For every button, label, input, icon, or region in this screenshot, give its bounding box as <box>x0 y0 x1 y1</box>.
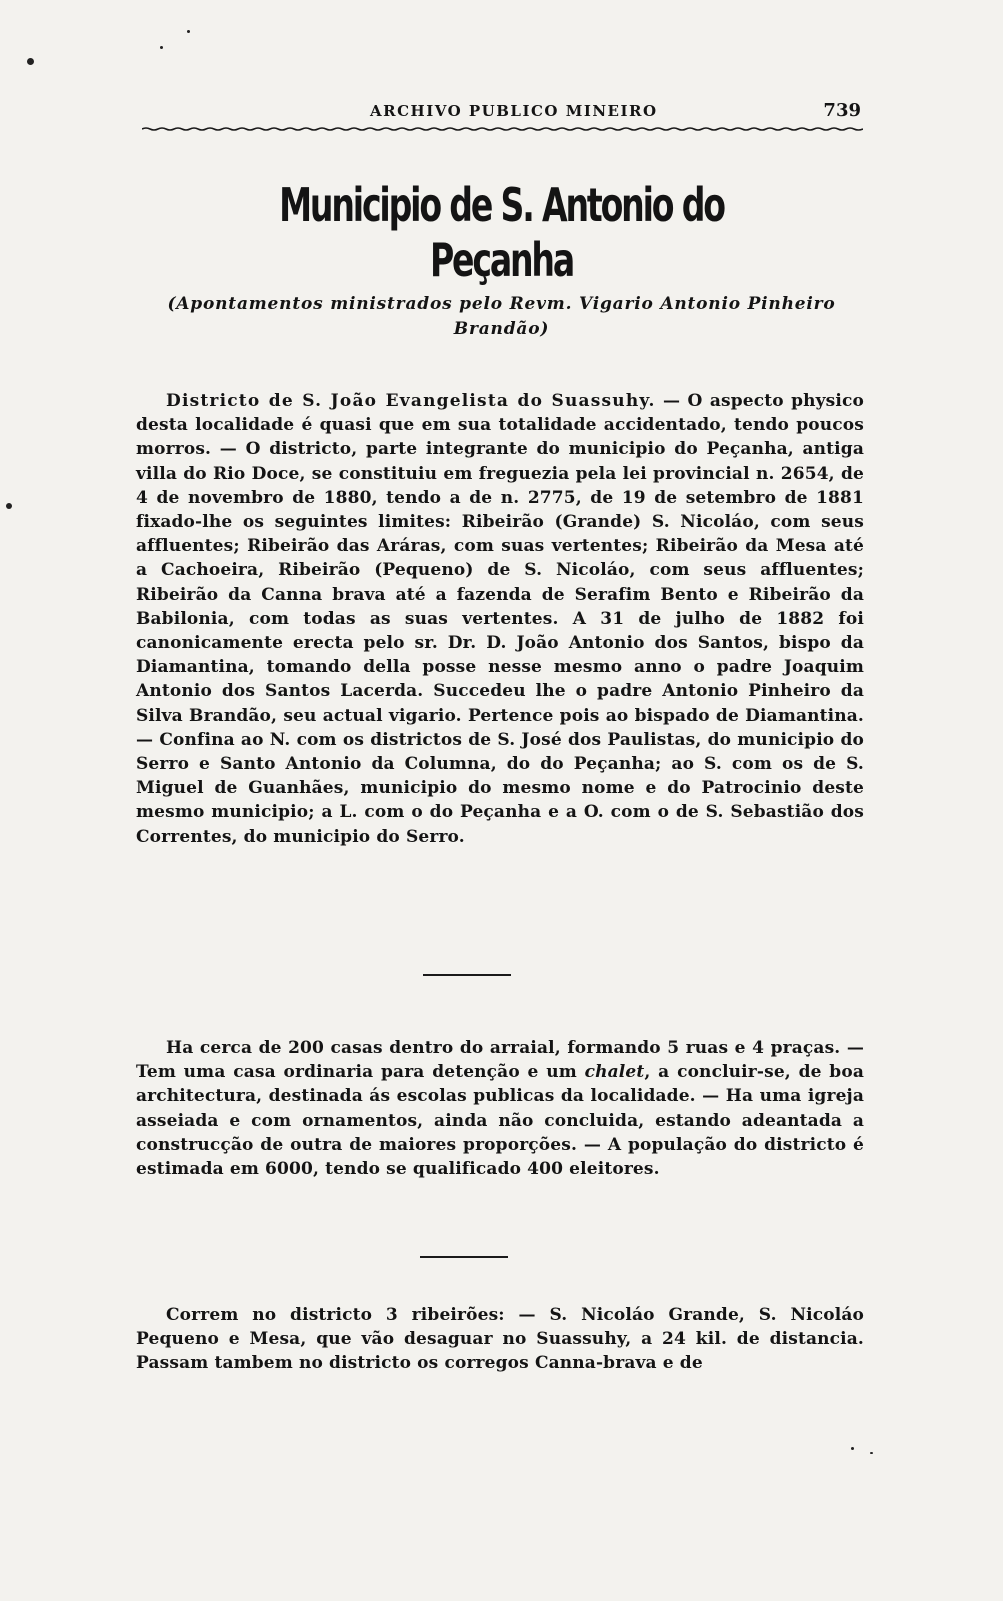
scan-speck <box>6 503 12 509</box>
subtitle-line-2: Brandão) <box>453 319 550 339</box>
page-title: Municipio de S. Antonio do Peçanha <box>279 178 724 288</box>
subtitle-line-1: (Apontamentos ministrados pelo Revm. Vigario Antonio Pinheiro <box>167 294 836 314</box>
paragraph-ribeiroes <box>136 1303 864 1376</box>
subtitle <box>150 292 853 342</box>
header-rule <box>142 127 863 131</box>
running-title: ARCHIVO PUBLICO MINEIRO <box>370 102 658 120</box>
scan-speck <box>870 1452 873 1454</box>
paragraph-2-text-after: , a concluir-se, de boa architectura, destinada ás escolas publicas da localidade. — Ha uma igreja asseiada e com ornamentos, ainda não concluida, estando adeantada a construcção de outra de maiores proporções. — A população do districto é estimada em 6000, tendo se qualificado 400 eleitores. <box>136 1062 865 1180</box>
scan-speck <box>160 46 163 49</box>
section-separator <box>420 1256 508 1258</box>
section-heading: Districto de S. João Evangelista do Suassuhy. <box>166 391 656 411</box>
scan-speck <box>187 30 190 33</box>
paragraph-districto <box>136 389 864 849</box>
scan-speck <box>27 58 34 65</box>
running-head <box>140 100 863 124</box>
paragraph-3-text: Correm no districto 3 ribeirões: — S. Nicoláo Grande, S. Nicoláo Pequeno e Mesa, que vão desaguar no Suassuhy, a 24 kil. de distancia. Passam tambem no districto os corregos Canna-brava e de <box>136 1305 864 1374</box>
section-separator <box>423 974 511 976</box>
paragraph-1-text: — O aspecto physico desta localidade é quasi que em sua totalidade accidentado, tendo poucos morros. — O districto, parte integrante do municipio do Peçanha, antiga villa do Rio Doce, se constituiu em freguezia pela lei provincial n. 2654, de 4 de novembro de 1880, tendo a de n. 2775, de 19 de setembro de 1881 fixado-lhe os seguintes limites: Ribeirão (Grande) S. Nicoláo, com seus affluentes; Ribeirão das Aráras, com suas vertentes; Ribeirão da Mesa até a Cachoeira, Ribeirão (Pequeno) de S. Nicoláo, com seus affluentes; Ribeirão da Canna brava até a fazenda de Serafim Bento e Ribeirão da Babilonia, com todas as suas vertentes. A 31 de julho de 1882 foi canonicamente erecta pelo sr. Dr. D. João Antonio dos Santos, bispo da Diamantina, tomando della posse nesse mesmo anno o padre Joaquim Antonio dos Santos Lacerda. Succedeu lhe o padre Antonio Pinheiro da Silva Brandão, seu actual vigario. Pertence pois ao bispado de Diamantina. — Confina ao N. com os districtos de S. José dos Paulistas, do municipio do Serro e Santo Antonio da Columna, do do Peçanha; ao S. com os de S. Miguel de Guanhães, municipio do mesmo nome e do Patrocinio deste mesmo municipio; a L. com o do Peçanha e a O. com o de S. Sebastião dos Correntes, do municipio do Serro. <box>136 391 864 847</box>
paragraph-arraial <box>136 1036 864 1181</box>
paragraph-2-text-before: Ha cerca de 200 casas dentro do arraial, formando 5 ruas e 4 praças. — Tem uma casa ordinaria para detenção e um <box>136 1038 864 1083</box>
page-number: 739 <box>823 100 861 121</box>
paragraph-2-italic-word: chalet <box>584 1062 645 1083</box>
scan-speck <box>851 1447 854 1450</box>
